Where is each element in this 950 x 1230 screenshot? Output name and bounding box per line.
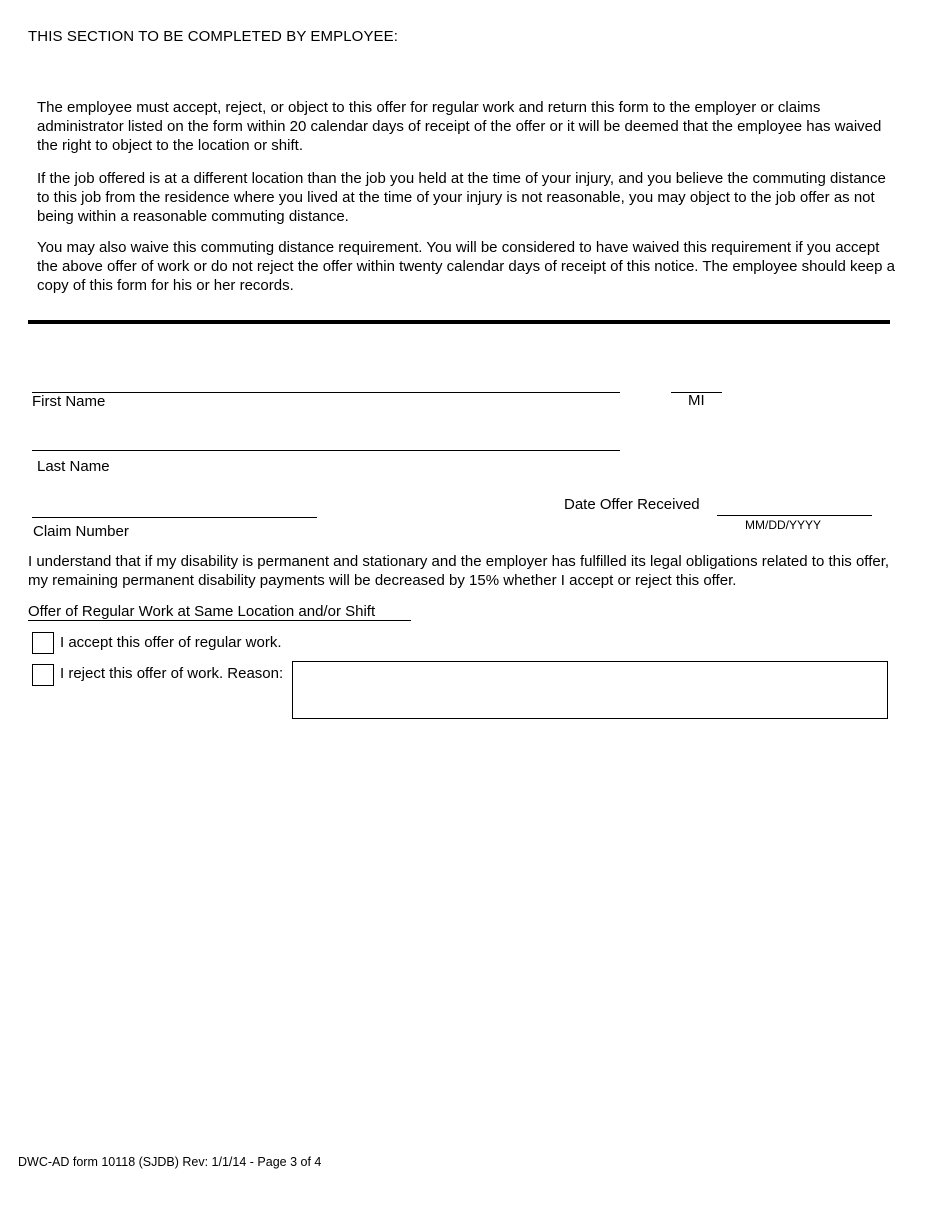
date-offer-received-label: Date Offer Received xyxy=(564,496,700,513)
reject-offer-label: I reject this offer of work. Reason: xyxy=(60,665,284,682)
accept-offer-checkbox[interactable] xyxy=(32,632,54,654)
first-name-label: First Name xyxy=(32,393,106,410)
first-name-underline xyxy=(32,392,620,393)
reject-reason-textarea[interactable] xyxy=(292,661,888,719)
claim-number-label: Claim Number xyxy=(33,523,129,540)
date-offer-received-underline xyxy=(717,515,872,516)
first-name-input[interactable] xyxy=(32,372,621,391)
reject-offer-checkbox[interactable] xyxy=(32,664,54,686)
claim-number-underline xyxy=(32,517,317,518)
section-divider xyxy=(28,320,890,324)
last-name-underline xyxy=(32,450,620,451)
offer-heading: Offer of Regular Work at Same Location and/or Shift xyxy=(28,603,376,620)
date-format-hint: MM/DD/YYYY xyxy=(745,518,822,532)
last-name-input[interactable] xyxy=(32,431,621,450)
instruction-paragraph-deadline: The employee must accept, reject, or object to this offer for regular work and return this form to the employer or claims administrator listed on the form within 20 calendar days of receipt of the offer or it will be deemed that the employee has waived the right to object to the location or shift. xyxy=(37,99,882,154)
instruction-paragraph-commute: If the job offered is at a different location than the job you held at the time of your injury, and you believe the commuting distance to this job from the residence where you lived at the time of your injury is not reasonable, you may object to the job offer as not being within a reasonable commuting distance. xyxy=(37,170,886,225)
pd-reduction-statement: I understand that if my disability is permanent and stationary and the employer has fulfilled its legal obligations related to this offer, my remaining permanent disability payments will be decreased by 15% whether I accept or reject this offer. xyxy=(28,553,890,589)
form-footer: DWC-AD form 10118 (SJDB) Rev: 1/1/14 - Page 3 of 4 xyxy=(18,1155,322,1169)
instruction-paragraph-waiver: You may also waive this commuting distance requirement. You will be considered to have waived this requirement if you accept the above offer of work or do not reject the offer within twenty calendar days of receipt of this notice. The employee should keep a copy of this form for his or her records. xyxy=(37,239,896,294)
accept-offer-label: I accept this offer of regular work. xyxy=(60,634,282,651)
last-name-label: Last Name xyxy=(37,458,110,475)
date-offer-received-input[interactable] xyxy=(717,496,873,515)
offer-heading-underline xyxy=(28,620,411,621)
mi-input[interactable] xyxy=(671,372,723,391)
mi-label: MI xyxy=(688,392,705,409)
section-header: THIS SECTION TO BE COMPLETED BY EMPLOYEE: xyxy=(28,28,399,45)
claim-number-input[interactable] xyxy=(32,498,318,517)
